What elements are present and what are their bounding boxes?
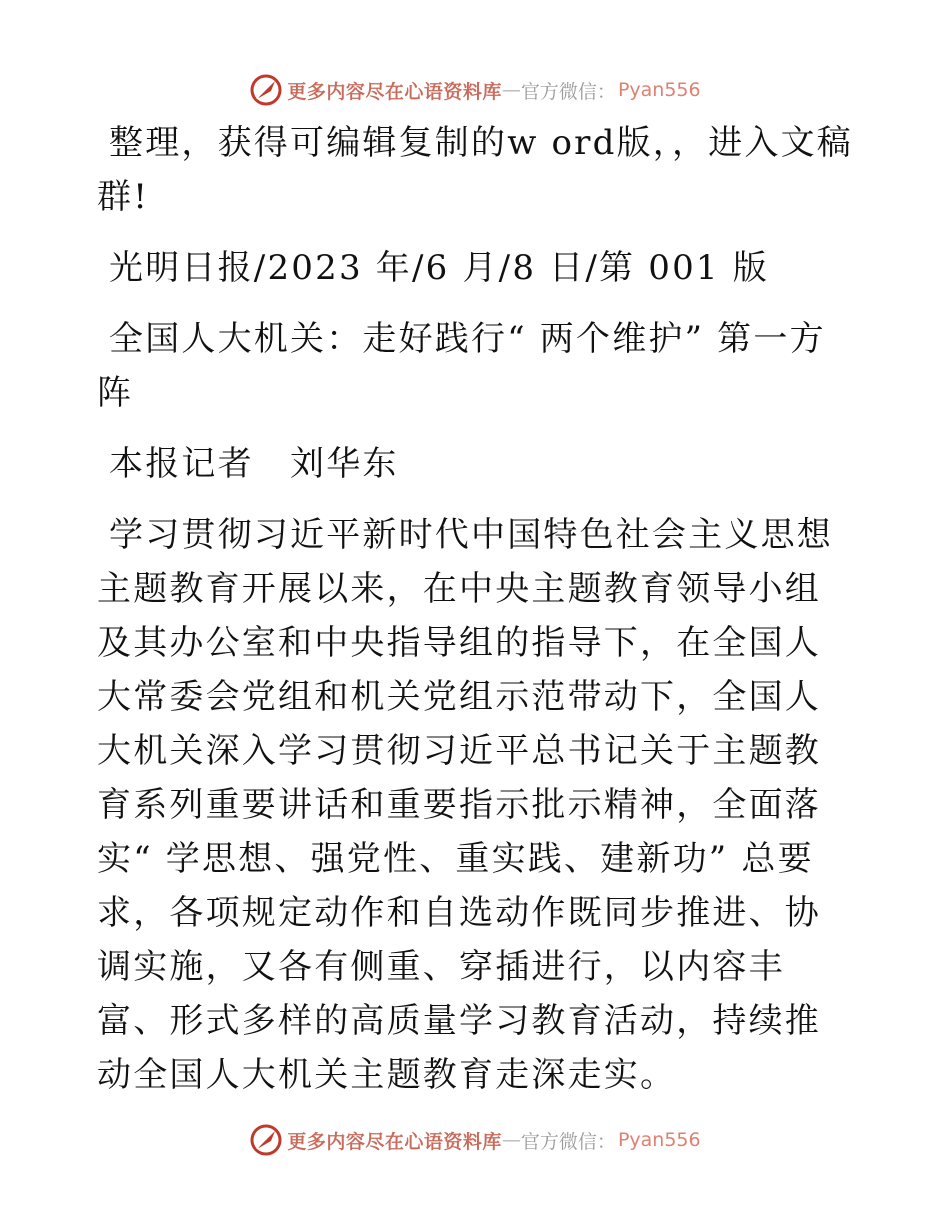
watermark-main-text: 更多内容尽在心语资料库 [287, 80, 502, 103]
body-paragraph: 学习贯彻习近平新时代中国特色社会主义思想主题教育开展以来，在中央主题教育领导小组及其办公室和中央指导组的指导下，在全国人大常委会党组和机关党组示范带动下，全国人大机关深入学习贯彻习近平总书记关于主题教育系列重要讲话和重要指示批示精神，全面落实“ 学思想、强党性、重实践、建新功” 总要求，各项规定动作和自选动作既同步推进、协调实施，又各有侧重、穿插进行，以内容丰富、形式多样的高质量学习教育活动，持续推动全国人大机关主题教育走深走实。 [97, 515, 833, 1095]
quill-logo-icon [249, 1123, 283, 1157]
publication-line: 光明日报/2023 年/6 月/8 日/第 001 版 [109, 248, 769, 288]
watermark-main-text: 更多内容尽在心语资料库 [287, 1130, 502, 1153]
watermark-official-label: 官方微信： [520, 80, 616, 103]
intro-paragraph: 整理，获得可编辑复制的w ord版，，进入文稿群! [97, 123, 853, 217]
footer-watermark [0, 1120, 950, 1160]
watermark-official-label: 官方微信： [520, 1130, 616, 1153]
article-title: 全国人大机关：走好践行“ 两个维护” 第一方阵 [97, 319, 826, 413]
quill-logo-icon [249, 73, 283, 107]
header-watermark [0, 70, 950, 110]
watermark-wechat-id: Pyan556 [617, 1129, 701, 1151]
byline: 本报记者 刘华东 [109, 444, 399, 484]
watermark-wechat-id: Pyan556 [617, 79, 701, 101]
document-body [97, 116, 853, 1102]
watermark-dash: — [501, 1129, 521, 1151]
watermark-dash: — [501, 79, 521, 101]
